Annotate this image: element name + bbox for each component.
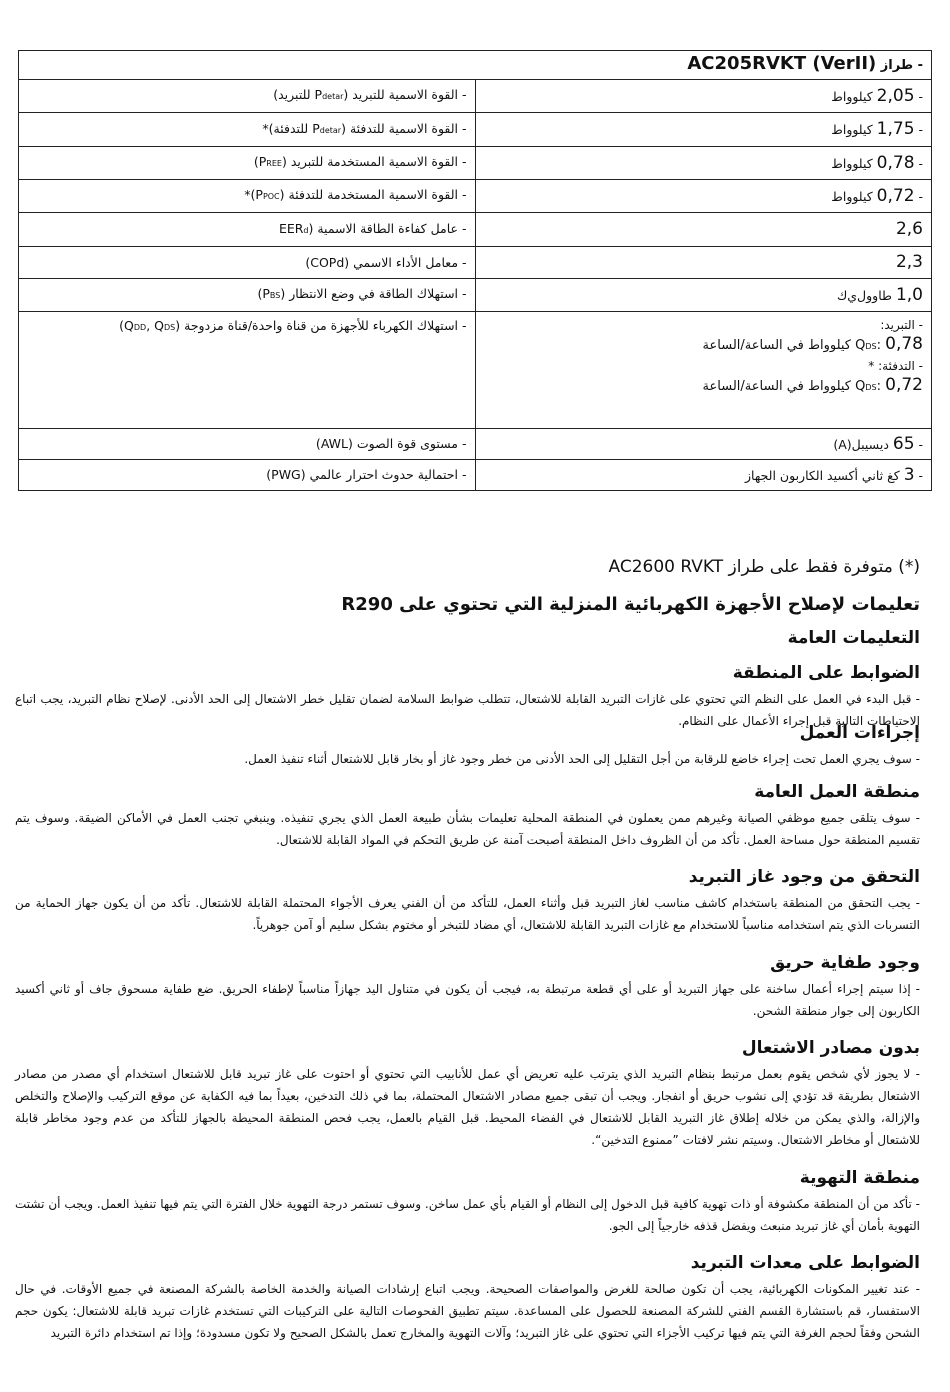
heating-label: - التدفئة: * — [868, 359, 923, 373]
section-refrigeration-equipment — [15, 1252, 920, 1344]
section-title: الضوابط على معدات التبريد — [690, 1253, 920, 1273]
section-body: - سوف يتلقى جميع موظفي الصيانة وغيرهم ممن يعملون في المنطقة المحلية تعليمات بشأن طبيعة العمل الذي يجري تنفيذه. وينبغي تجنب العمل في الأماكن الضيقة. وسوف يتم تقسيم المنطقة حول مساحة العمل. تأكد من أن الظروف داخل المنطقة أصبحت آمنة عن طريق التحكم في المواد القابلة للاشتعال. — [15, 811, 920, 847]
spec-label: - استهلاك الطاقة في وضع الانتظار (PBS) — [19, 279, 476, 312]
model-name: AC205RVKT (VerII) — [687, 53, 877, 74]
spec-row — [19, 247, 932, 279]
spec-label: - القوة الاسمية للتبريد (Pdetar للتبريد) — [19, 80, 476, 113]
spec-value: - 1,75 كيلوواط — [475, 113, 932, 147]
section-ventilated-area — [15, 1167, 920, 1237]
section-general-work-area — [15, 781, 920, 851]
section-body: - تأكد من أن المنطقة مكشوفة أو ذات تهوية كافية قبل الدخول إلى النظام أو القيام بأي عمل ساخن. وسوف تستمر درجة التهوية خلال الفترة التي يتم فيها تنفيذ العمل. ويجب أن تشتت التهوية بأمان أي غاز تبريد منبعث ويفضل قذفه خارجياً إلى الجو. — [15, 1197, 920, 1233]
spec-label: - القوة الاسمية المستخدمة للتدفئة (PPOC)* — [19, 180, 476, 213]
cooling-value: QDS: 0,78 كيلوواط في الساعة/الساعة — [702, 334, 923, 354]
section-body: - إذا سيتم إجراء أعمال ساخنة على جهاز التبريد أو على أي قطعة مرتبطة به، فيجب أن يكون في متناول اليد جهازاً مناسباً لإطفاء الحريق. ضع طفاية مسحوق جاف أو ثاني أكسيد الكاربون إلى جوار منطقة الشحن. — [15, 982, 920, 1018]
consumption-label: - استهلاك الكهرباء للأجهزة من قناة واحدة/قناة مزدوجة (QDD, QDS) — [19, 312, 476, 429]
cooling-label: - التبريد: — [880, 318, 923, 332]
spec-label: - عامل كفاءة الطاقة الاسمية (EERd — [19, 213, 476, 247]
section-work-procedure — [15, 722, 920, 770]
gwp-row — [19, 460, 932, 491]
spec-row — [19, 279, 932, 312]
section-title: إجراءات العمل — [799, 723, 920, 743]
spec-label: - القوة الاسمية للتدفئة (Pdetar للتدفئة)* — [19, 113, 476, 147]
section-title: الضوابط على المنطقة — [732, 663, 920, 683]
section-title: بدون مصادر الاشتعال — [741, 1038, 920, 1058]
spec-row — [19, 113, 932, 147]
spec-row — [19, 180, 932, 213]
section-ignition-sources — [15, 1037, 920, 1151]
sound-row — [19, 429, 932, 460]
general-instructions-heading: التعليمات العامة — [787, 628, 920, 648]
section-title: منطقة التهوية — [799, 1168, 920, 1188]
gwp-value: - 3 كغ ثاني أكسيد الكاربون الجهاز — [475, 460, 932, 491]
model-cell — [19, 51, 932, 80]
section-body: - عند تغيير المكونات الكهربائية، يجب أن تكون صالحة للغرض والمواصفات الصحيحة. ويجب اتباع إرشادات الصيانة والخدمة الخاصة بالشركة المصنعة في جميع الأوقات. في حال الاستفسار، قم باستشارة القسم الفني للشركة المصنعة للحصول على المساعدة. سيتم تطبيق الفحوصات التالية على التركيبات التي تستخدم غازات تبريد قابلة للاشتعال: يكون حجم الشحن وفقاً لحجم الغرفة التي يتم فيها تركيب الأجزاء التي تحتوي على غاز التبريد؛ وآلات التهوية والمخارج تعمل بالشكل الصحيح ولا تكون مسدودة؛ وإذا تم استخدام دائرة التبريد — [15, 1282, 920, 1340]
spec-row — [19, 147, 932, 180]
spec-value: - 0,78 كيلوواط — [475, 147, 932, 180]
spec-label: - القوة الاسمية المستخدمة للتبريد (PREE) — [19, 147, 476, 180]
section-title: منطقة العمل العامة — [754, 782, 920, 802]
section-body: - سوف يجري العمل تحت إجراء خاضع للرقابة من أجل التقليل إلى الحد الأدنى من خطر وجود غاز أو بخار قابل للاشتعال أثناء تنفيذ العمل. — [244, 752, 920, 766]
model-label: - طراز — [880, 58, 923, 73]
spec-value: - 2,05 كيلوواط — [475, 80, 932, 113]
main-heading: تعليمات لإصلاح الأجهزة الكهربائية المنزلية التي تحتوي على R290 — [341, 594, 920, 615]
section-fire-extinguisher — [15, 952, 920, 1022]
spec-value: - 0,72 كيلوواط — [475, 180, 932, 213]
spec-row — [19, 80, 932, 113]
section-refrigerant-check — [15, 866, 920, 936]
heating-value: QDS: 0,72 كيلوواط في الساعة/الساعة — [702, 375, 923, 395]
sound-label: - مستوى قوة الصوت (AWL) — [19, 429, 476, 460]
spec-row — [19, 213, 932, 247]
section-title: التحقق من وجود غاز التبريد — [688, 867, 920, 887]
sound-value: - 65 ديسيبل(A) — [475, 429, 932, 460]
specification-table — [18, 50, 932, 491]
spec-value: 2,3 — [475, 247, 932, 279]
spec-value: 2,6 — [475, 213, 932, 247]
spec-label: - معامل الأداء الاسمي (COPd) — [19, 247, 476, 279]
model-row — [19, 51, 932, 80]
consumption-row — [19, 312, 932, 429]
gwp-label: - احتمالية حدوث احترار عالمي (PWG) — [19, 460, 476, 491]
consumption-values — [475, 312, 932, 429]
section-body: - قبل البدء في العمل على النظم التي تحتوي على غازات التبريد القابلة للاشتعال، تتطلب ضوابط السلامة لضمان تقليل خطر الاشتعال إلى الحد الأدنى. لإصلاح نظام التبريد، يجب اتباع الاحتياطات التالية قبل إجراء الأعمال على النظام. — [15, 692, 920, 728]
section-body: - يجب التحقق من المنطقة باستخدام كاشف مناسب لغاز التبريد قبل وأثناء العمل، للتأكد من أن الفني يعرف الأجواء المحتملة القابلة للاشتعال. تأكد من أن يكون جهاز الحماية من التسربات الذي يتم استخدامه مناسباً للاستخدام مع غازات التبريد القابلة للاشتعال، أي مضاد للتبخر أو مختوم بشكل سليم أو آمن جوهرياً. — [15, 896, 920, 932]
section-title: وجود طفاية حريق — [770, 953, 920, 973]
availability-note: (*) متوفرة فقط على طراز AC2600 RVKT — [608, 557, 920, 577]
section-body: - لا يجوز لأي شخص يقوم بعمل مرتبط بنظام التبريد الذي يترتب عليه تعريض أي عمل للأنابيب التي تحتوي أو احتوت على غاز تبريد قابل للاشتعال استخدام أي مصدر من مصادر الاشتعال بطريقة قد تؤدي إلى نشوب حريق أو انفجار. ويجب أن تبقى جميع مصادر الاشتعال المحتملة، بما في ذلك التدخين، بعيداً بما فيه الكفاية عن موقع التركيب والإصلاح والتخلص والإزالة، والذي يمكن من خلاله إطلاق غاز التبريد القابل للاشتعال في الفضاء المحيط. قبل القيام بالعمل، يجب فحص المنطقة المحيطة بالجهاز للتأكد من عدم وجود مخاطر قابلة للاشتعال أو مخاطر الاشتعال. وسيتم نشر لافتات ”ممنوع التدخين“. — [15, 1067, 920, 1147]
spec-value: 1,0 طاوول‌ي‌ك — [475, 279, 932, 312]
